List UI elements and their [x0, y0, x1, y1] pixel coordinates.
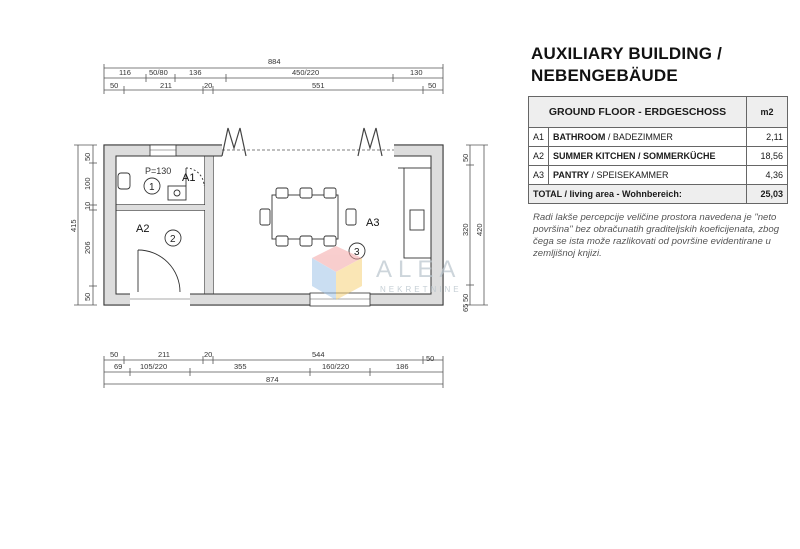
left-dim-50-top: 50 — [83, 152, 92, 161]
bottom-dim-total: 874 — [266, 375, 279, 384]
circle-num-2: 2 — [170, 234, 176, 245]
top-dim-211: 211 — [160, 81, 172, 90]
watermark-name: ALEA — [376, 256, 462, 283]
row-name-bold: PANTRY — [553, 170, 590, 180]
bottom-dim-211: 211 — [158, 350, 170, 359]
top-window — [150, 145, 176, 156]
right-dim-65: 65 — [461, 303, 470, 312]
row-area: 18,56 — [747, 147, 788, 166]
area-note: Radi lakše percepcije veličine prostora navedena je "neto površina" bez obračunatih graditeljskih koeficijenata, zbog čega se ista može razlikovati od površine evidentirane u zemljišnoj knjizi. — [533, 212, 780, 259]
bottom-dim-105-220: 105/220 — [140, 362, 168, 371]
row-name-bold: SUMMER KITCHEN / SOMMERKÜCHE — [553, 151, 716, 161]
right-dim-320: 320 — [461, 223, 470, 236]
bottom-window — [130, 293, 190, 306]
p-label: P=130 — [145, 166, 172, 176]
total-row — [529, 185, 788, 204]
kitchen-counter — [398, 168, 431, 258]
bottom-dim-50-left: 50 — [110, 350, 119, 359]
row-code: A1 — [529, 128, 549, 147]
top-dim-20: 20 — [204, 81, 213, 90]
table-row — [529, 166, 788, 185]
right-dim-50: 50 — [461, 153, 470, 162]
bottom-dim-186: 186 — [396, 362, 409, 371]
table-row — [529, 128, 788, 147]
left-dim-206: 206 — [83, 241, 92, 254]
top-dim-136: 136 — [189, 68, 202, 77]
row-name-rest: / SPEISEKAMMER — [589, 170, 669, 180]
top-dim-130: 130 — [410, 68, 423, 77]
row-code: A2 — [529, 147, 549, 166]
row-name-bold: BATHROOM — [553, 132, 606, 142]
top-dim-50-left: 50 — [110, 81, 119, 90]
row-name — [549, 166, 747, 185]
bottom-dim-355: 355 — [234, 362, 247, 371]
watermark-sub: NEKRETNINE — [380, 285, 462, 294]
left-dim-10: 10 — [83, 201, 92, 210]
bottom-dim-544: 544 — [312, 350, 325, 359]
row-name-rest: / BADEZIMMER — [605, 132, 673, 142]
top-dim-total: 884 — [268, 57, 281, 66]
left-dim-50-bottom: 50 — [83, 292, 92, 301]
bottom-dim-20: 20 — [204, 350, 213, 359]
total-value: 25,03 — [747, 185, 788, 204]
area-table-header-unit: m2 — [747, 97, 788, 128]
area-table-header — [529, 97, 788, 128]
a2-door-swing — [138, 250, 180, 292]
top-dim-50-right: 50 — [428, 81, 437, 90]
dining-table — [260, 188, 356, 246]
title-line-2: NEBENGEBÄUDE — [531, 66, 678, 85]
right-dim-420: 420 — [475, 223, 484, 236]
room-label-a1: A1 — [182, 172, 196, 184]
area-table-header-title: GROUND FLOOR - ERDGESCHOSS — [529, 97, 747, 128]
left-dim-100: 100 — [83, 177, 92, 190]
total-label: TOTAL / living area - Wohnbereich: — [529, 185, 747, 204]
circle-num-1: 1 — [149, 182, 155, 193]
top-dim-50-80: 50/80 — [149, 68, 168, 77]
top-opening — [222, 144, 394, 157]
page-title — [531, 43, 722, 87]
row-code: A3 — [529, 166, 549, 185]
bottom-dim-50-right: 50 — [426, 354, 435, 363]
title-line-1: AUXILIARY BUILDING / — [531, 44, 723, 63]
circle-num-3: 3 — [354, 247, 360, 258]
top-dim-551: 551 — [312, 81, 325, 90]
top-dim-116: 116 — [119, 68, 131, 77]
row-area: 2,11 — [747, 128, 788, 147]
row-name — [549, 147, 747, 166]
right-dim-50-bottom: 50 — [461, 293, 470, 302]
top-dim-450-220: 450/220 — [292, 68, 320, 77]
left-dim-415: 415 — [69, 219, 78, 232]
room-label-a3: A3 — [366, 217, 380, 229]
row-area: 4,36 — [747, 166, 788, 185]
room-label-a2: A2 — [136, 223, 150, 235]
table-row — [529, 147, 788, 166]
area-table — [528, 96, 788, 204]
row-name — [549, 128, 747, 147]
bottom-dim-69: 69 — [114, 362, 123, 371]
bottom-dim-160-220: 160/220 — [322, 362, 350, 371]
